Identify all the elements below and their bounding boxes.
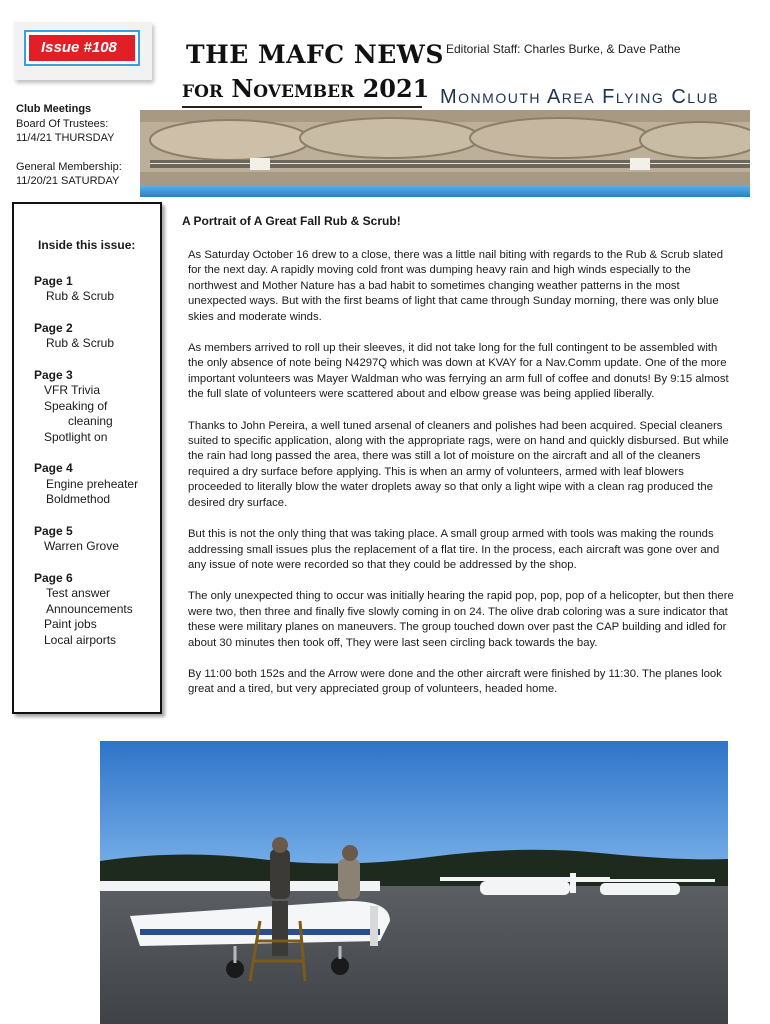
article-paragraph: But this is not the only thing that was taking place. A small group armed with tools was making the rounds addressing small issues plus the replacement of a flat tire. In the process, each aircraft was gone over and any issue of note were recorded so that they could be addressed by the shop. <box>188 528 720 571</box>
article-title: A Portrait of A Great Fall Rub & Scrub! <box>182 214 401 228</box>
article-body <box>188 248 734 714</box>
general-label: General Membership: <box>16 160 122 173</box>
general-date: 11/20/21 SATURDAY <box>16 175 120 187</box>
toc-item: Spotlight on <box>44 429 108 444</box>
toc-item: Engine preheater <box>46 476 139 491</box>
article-paragraph: As members arrived to roll up their sleeves, it did not take long for the full contingent to be assembled with the only absence of note being N4297Q which was down at KVAY for a Nav.Comm update. One of the more important volunteers was Mayer Waldman who was ferrying an arm full of coffee and donuts! By 9:15 almost the full slate of volunteers were scattered about and elbow grease was being applied liberally. <box>188 342 729 401</box>
header-blue-bar <box>140 185 750 197</box>
club-meetings <box>16 102 146 189</box>
newsletter-date: for November 2021 <box>182 74 430 103</box>
toc-item: VFR Trivia <box>44 383 101 397</box>
article-paragraph: By 11:00 both 152s and the Arrow were done and the other aircraft were finished by 11:30. The planes look great and a tired, but very appreciated group of volunteers, headed home. <box>188 667 722 696</box>
newsletter-title: THE MAFC NEWS <box>186 40 444 69</box>
article-paragraph: Thanks to John Pereira, a well tuned arsenal of cleaners and polishes had been acquired. Special cleaners suited to specific application, along with the appropriate rags, were on hand and quickly disbursed. But while the rain had long passed the area, there was still a lot of moisture on the aircraft and all of the cleaners required a dry surface before applying. This is when an army of volunteers, armed with leaf blowers proceeded to literally blow the water droplets away so that only a light wipe with a clean rag produced the desired dry surface. <box>188 419 729 509</box>
toc-item: cleaning <box>68 414 113 428</box>
editorial-staff: Editorial Staff: Charles Burke, & Dave Pathe <box>446 42 681 56</box>
toc-page: Page 3 <box>34 367 73 382</box>
sidebar-title: Inside this issue: <box>38 238 136 252</box>
toc-page: Page 1 <box>34 273 73 288</box>
toc-item: Warren Grove <box>44 539 119 553</box>
club-name: Monmouth Area Flying Club <box>440 86 720 108</box>
toc-item: Test answer <box>46 586 111 600</box>
toc-page: Page 5 <box>34 523 73 538</box>
toc-page: Page 2 <box>34 320 73 335</box>
airport-aerial-photo <box>140 110 750 185</box>
toc-item: Boldmethod <box>46 492 111 506</box>
trustees-label: Board Of Trustees: <box>16 117 109 130</box>
toc-section <box>34 274 160 305</box>
toc-item: Announcements <box>46 601 133 616</box>
toc-item: Paint jobs <box>44 617 97 631</box>
toc-item: Speaking of <box>44 398 108 413</box>
toc-item: Rub & Scrub <box>46 289 115 303</box>
title-underline <box>182 106 422 108</box>
toc-section <box>34 368 160 446</box>
toc-item: Rub & Scrub <box>46 336 115 350</box>
toc-page: Page 6 <box>34 570 73 585</box>
toc-section <box>34 524 160 555</box>
article-paragraph: As Saturday October 16 drew to a close, there was a little nail biting with regards to the Rub & Scrub slated for the next day. A rapidly moving cold front was dumping heavy rain and high winds especially to the northwest and Mother Nature has a bad habit to sometimes changing weather patterns in the most unexpected ways. But with the first beams of light that came through Sunday morning, there was only blue skies and moderate winds. <box>188 249 723 323</box>
toc-section <box>34 571 160 649</box>
toc-page: Page 4 <box>34 461 73 475</box>
toc-item: Local airports <box>44 632 117 647</box>
article-paragraph: The only unexpected thing to occur was initially hearing the rapid pop, pop, pop of a helicopter, but then there were two, then three and finally five slowly coming in on 24. The olive drab coloring was a sure indicator that these were military planes on maneuvers. The group touched down over past the CAP building and idled for about 30 minutes then took off, They were last seen circling back towards the bay. <box>188 590 734 649</box>
inside-this-issue <box>12 202 162 714</box>
ramp-aircraft-photo <box>100 741 728 1024</box>
issue-badge: Issue #108 <box>26 32 138 64</box>
toc-section <box>34 461 160 508</box>
meetings-heading: Club Meetings <box>16 103 92 115</box>
toc-section <box>34 321 160 352</box>
trustees-date: 11/4/21 THURSDAY <box>16 132 115 144</box>
